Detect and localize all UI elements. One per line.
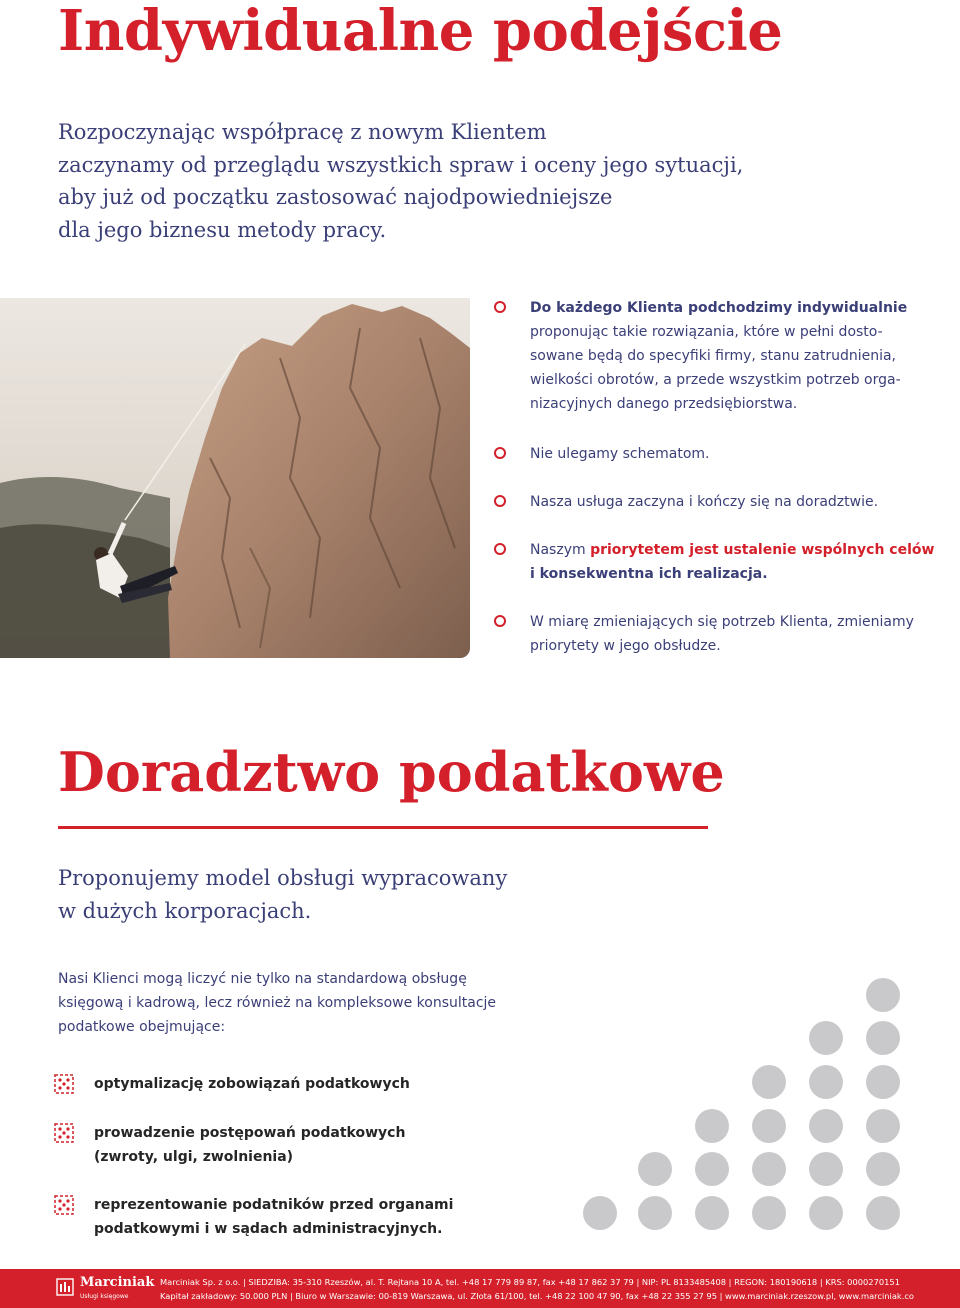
bullet-circle-icon <box>494 447 506 459</box>
service-item-text: (zwroty, ulgi, zwolnienia) <box>94 1149 294 1165</box>
bullet-text: Naszym <box>530 542 591 558</box>
section-title-tax-advisory: Doradztwo podatkowe <box>58 740 725 804</box>
company-logo <box>56 1274 155 1302</box>
intro-line: Rozpoczynając współpracę z nowym Klientem <box>58 120 547 144</box>
dice-bullet-icon <box>54 1123 74 1143</box>
footer-line: Marciniak Sp. z o.o. | SIEDZIBA: 35-310 Rzeszów, al. T. Rejtana 10 A, tel. +48 17 779 89 87, fax +48 17 862 37 79 | NIP: PL 8133485408 | REGON: 180190618 | KRS: 0000270151 <box>160 1277 900 1287</box>
bullet-highlight: priorytetem jest ustalenie wspólnych celów <box>590 542 935 558</box>
decorative-dot-graph <box>570 970 950 1240</box>
bullet-circle-icon <box>494 615 506 627</box>
service-item-text: podatkowymi i w sądach administracyjnych. <box>94 1221 443 1237</box>
subtitle-line: Proponujemy model obsługi wypracowany <box>58 866 508 890</box>
bullet-text: Nasza usługa zaczyna i kończy się na doradztwie. <box>530 494 879 510</box>
bullet-circle-icon <box>494 495 506 507</box>
bullet-bold-text: i konsekwentna ich realizacja. <box>530 566 768 582</box>
intro-text <box>58 116 818 246</box>
section-divider <box>58 826 708 829</box>
tax-subtitle <box>58 862 507 928</box>
paragraph-line: podatkowe obejmujące: <box>58 1019 226 1035</box>
bullet-line: wielkości obrotów, a przede wszystkim potrzeb orga- <box>530 372 901 388</box>
bullet-line: nizacyjnych danego przedsiębiorstwa. <box>530 396 798 412</box>
climber-photo <box>0 298 470 658</box>
intro-line: zaczynamy od przeglądu wszystkich spraw i oceny jego sytuacji, <box>58 152 744 177</box>
bullet-circle-icon <box>494 543 506 555</box>
bullet-line: W miarę zmieniających się potrzeb Klienta, zmieniamy <box>530 614 914 630</box>
service-item-text: optymalizację zobowiązań podatkowych <box>94 1076 410 1092</box>
logo-tagline: Usługi księgowe <box>80 1293 129 1300</box>
paragraph-line: Nasi Klienci mogą liczyć nie tylko na standardową obsługę <box>58 971 467 987</box>
bullet-line: proponując takie rozwiązania, które w pełni dosto- <box>530 324 883 340</box>
paragraph-line: księgową i kadrową, lecz również na kompleksowe konsultacje <box>58 995 497 1011</box>
dice-bullet-icon <box>54 1074 74 1094</box>
section-title-individual-approach: Indywidualne podejście <box>58 0 783 64</box>
footer-company-info <box>160 1275 914 1303</box>
logo-mark-icon <box>56 1278 74 1296</box>
bullet-text <box>530 296 930 416</box>
dice-bullet-icon <box>54 1195 74 1215</box>
footer-bar <box>0 1269 960 1308</box>
subtitle-line: w dużych korporacjach. <box>58 899 312 923</box>
tax-paragraph <box>58 967 496 1039</box>
logo-name: Marciniak <box>80 1275 155 1290</box>
bullet-circle-icon <box>494 301 506 313</box>
intro-line: aby już od początku zastosować najodpowiedniejsze <box>58 185 613 209</box>
bullet-text: Nie ulegamy schematom. <box>530 446 710 462</box>
service-item-text: reprezentowanie podatników przed organami <box>94 1197 454 1213</box>
bullet-line: sowane będą do specyfiki firmy, stanu zatrudnienia, <box>530 348 896 364</box>
footer-line: Kapitał zakładowy: 50.000 PLN | Biuro w Warszawie: 00-819 Warszawa, ul. Złota 61/100, tel. +48 22 100 47 90, fax +48 22 355 27 95 | www.marciniak.rzeszow.pl, www.marciniak.co <box>160 1291 914 1301</box>
intro-line: dla jego biznesu metody pracy. <box>58 217 387 242</box>
bullet-bold-text: Do każdego Klienta podchodzimy indywidualnie <box>530 300 908 316</box>
service-item-text: prowadzenie postępowań podatkowych <box>94 1125 406 1141</box>
bullet-line: priorytety w jego obsłudze. <box>530 638 721 654</box>
